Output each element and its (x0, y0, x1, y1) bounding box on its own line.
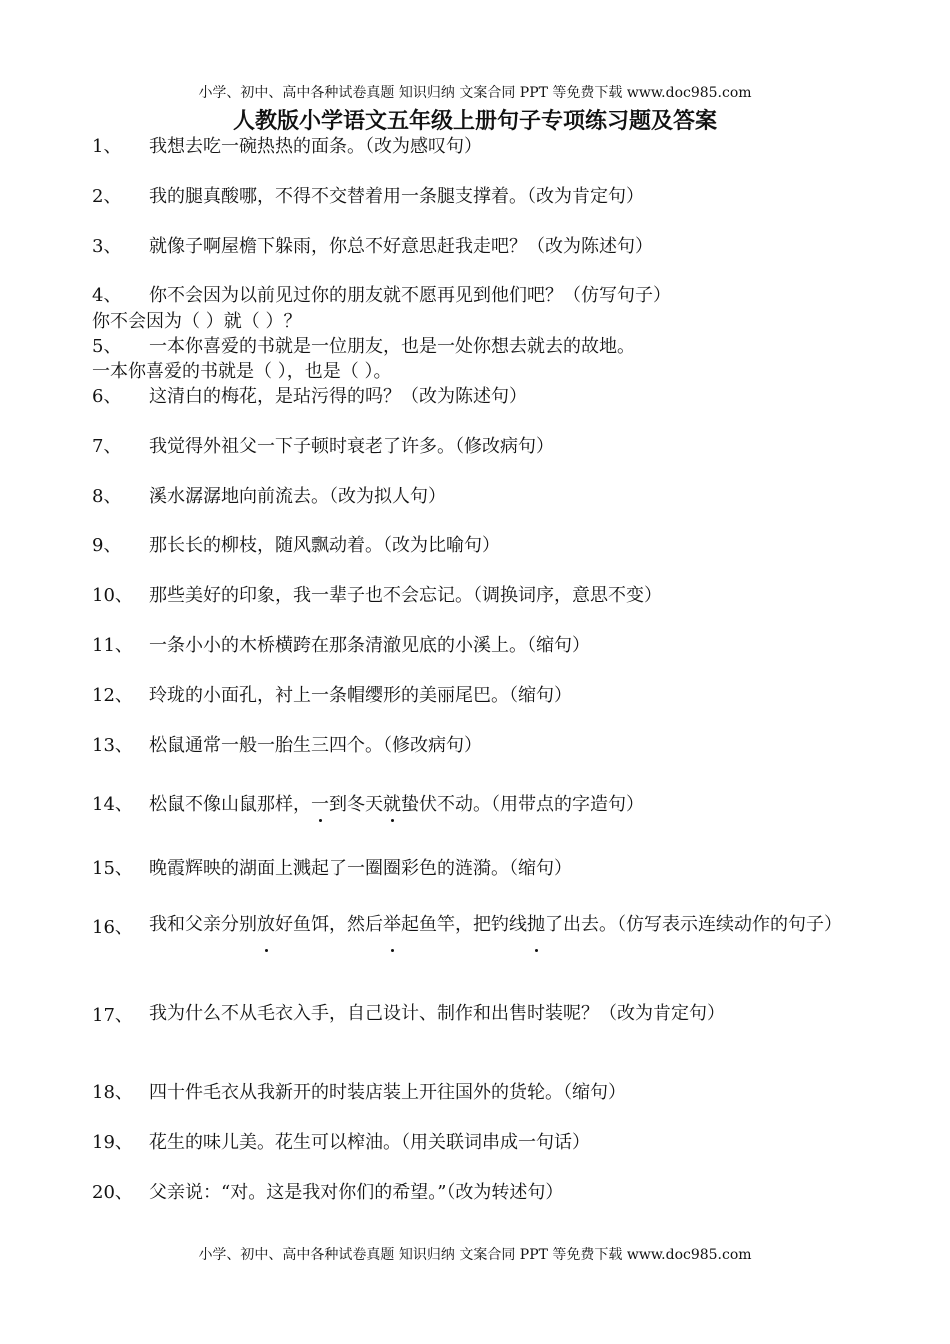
question-text: 花生的味儿美。花生可以榨油。（用关联词串成一句话） (149, 1132, 590, 1153)
question-number: 13、 (92, 735, 133, 756)
question-number: 7、 (92, 436, 122, 457)
question-text: 玲珑的小面孔，衬上一条帽缨形的美丽尾巴。（缩句） (149, 685, 572, 706)
question-text: 那些美好的印象，我一辈子也不会忘记。（调换词序，意思不变） (149, 585, 662, 606)
question-text: 那长长的柳枝，随风飘动着。（改为比喻句） (149, 535, 500, 556)
question-text: 一本你喜爱的书就是一位朋友，也是一处你想去就去的故地。 (149, 336, 635, 357)
dotted-char: 抛 (527, 904, 545, 946)
text-part: 好鱼饵，然后 (275, 914, 383, 935)
dotted-char: 就 (383, 790, 401, 816)
question-number: 16、 (92, 917, 133, 938)
question-number: 20、 (92, 1182, 133, 1203)
page-header: 小学、初中、高中各种试卷真题 知识归纳 文案合同 PPT 等免费下载 www.doc985.com (198, 85, 752, 101)
text-part: 蛰伏不动。（用带点的字造句） (401, 794, 644, 815)
question-number: 11、 (92, 635, 133, 656)
text-part: 起鱼竿，把钓线 (401, 914, 527, 935)
text-part: 松鼠不像山鼠那样， (149, 794, 311, 815)
question-text (149, 904, 859, 946)
question-text: 这清白的梅花，是玷污得的吗？（改为陈述句） (149, 386, 527, 407)
question-number: 8、 (92, 486, 122, 507)
question-number: 14、 (92, 794, 133, 815)
question-text: 我为什么不从毛衣入手，自己设计、制作和出售时装呢？（改为肯定句） (149, 1003, 725, 1024)
question-text: 父亲说：“对。这是我对你们的希望。”（改为转述句） (149, 1182, 564, 1203)
question-number: 12、 (92, 685, 133, 706)
question-number: 18、 (92, 1082, 133, 1103)
question-number: 1、 (92, 136, 122, 157)
question-text: 晚霞辉映的湖面上溅起了一圈圈彩色的涟漪。（缩句） (149, 858, 572, 879)
dotted-char: 一 (311, 790, 329, 816)
question-number: 4、 (92, 285, 122, 306)
question-text: 你不会因为以前见过你的朋友就不愿再见到他们吧？（仿写句子） (149, 285, 671, 306)
question-text: 一条小小的木桥横跨在那条清澈见底的小溪上。（缩句） (149, 635, 590, 656)
text-part: 到冬天 (329, 794, 383, 815)
page-footer: 小学、初中、高中各种试卷真题 知识归纳 文案合同 PPT 等免费下载 www.doc985.com (198, 1247, 752, 1263)
text-part: 了出去。（仿写表示连续动作的句子） (545, 914, 842, 935)
dotted-char: 举 (383, 904, 401, 946)
question-text: 就像子啊屋檐下躲雨，你总不好意思赶我走吧？（改为陈述句） (149, 236, 653, 257)
question-number: 17、 (92, 1005, 133, 1026)
question-text: 四十件毛衣从我新开的时装店装上开往国外的货轮。（缩句） (149, 1082, 626, 1103)
question-text: 我想去吃一碗热热的面条。（改为感叹句） (149, 136, 482, 157)
page-title: 人教版小学语文五年级上册句子专项练习题及答案 (232, 108, 717, 134)
question-text: 溪水潺潺地向前流去。（改为拟人句） (149, 486, 446, 507)
question-number: 6、 (92, 386, 122, 407)
question-number: 19、 (92, 1132, 133, 1153)
question-5-template: 一本你喜爱的书就是（ ），也是（ ）。 (92, 361, 392, 382)
question-text: 松鼠通常一般一胎生三四个。（修改病句） (149, 735, 482, 756)
question-number: 15、 (92, 858, 133, 879)
question-number: 9、 (92, 535, 122, 556)
dotted-char: 放 (257, 904, 275, 946)
question-number: 3、 (92, 236, 122, 257)
question-text: 我觉得外祖父一下子顿时衰老了许多。（修改病句） (149, 436, 554, 457)
question-text (149, 790, 644, 816)
text-part: 我和父亲分别 (149, 914, 257, 935)
question-number: 2、 (92, 186, 122, 207)
question-number: 5、 (92, 336, 122, 357)
question-text: 我的腿真酸哪，不得不交替着用一条腿支撑着。（改为肯定句） (149, 186, 644, 207)
question-4-template: 你不会因为（ ）就（ ）？ (92, 311, 302, 332)
question-number: 10、 (92, 585, 133, 606)
